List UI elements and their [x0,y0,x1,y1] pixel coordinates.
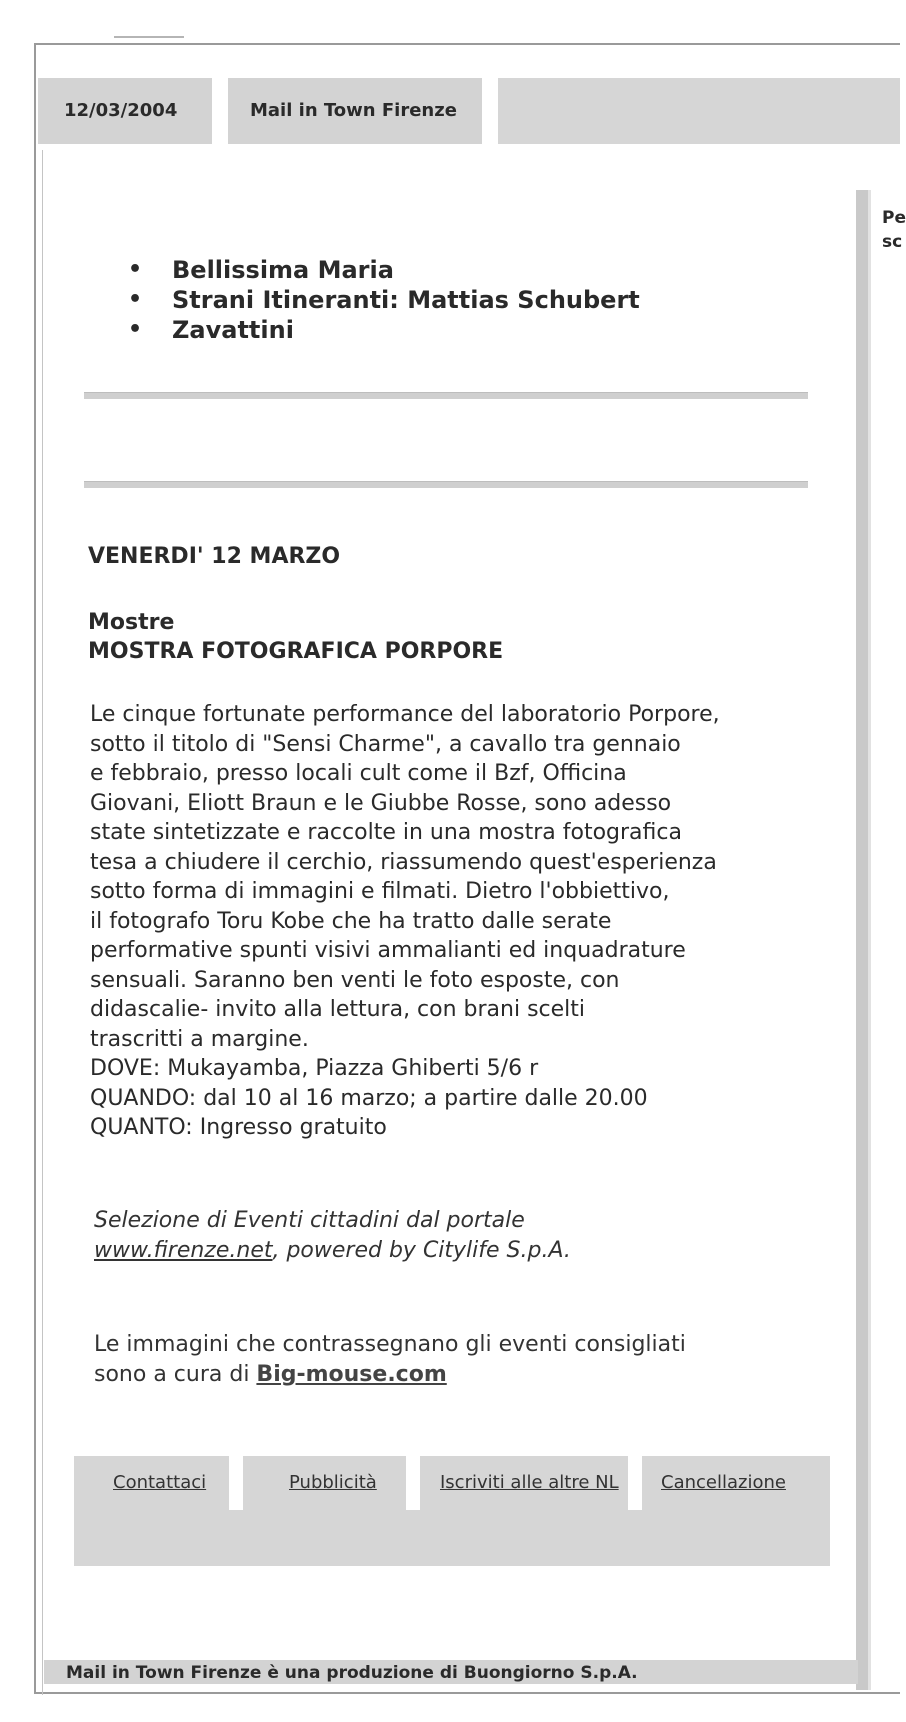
scan-mark [114,36,184,38]
frame-bottom-line [34,1692,900,1694]
event-when: QUANDO: dal 10 al 16 marzo; a partire dalle 20.00 [90,1085,648,1111]
description-line: tesa a chiudere il cerchio, riassumendo quest'esperienza [90,849,717,875]
images-note-prefix: sono a cura di [94,1362,257,1387]
unsubscribe-link[interactable]: Cancellazione [661,1472,786,1493]
description-line: Giovani, Eliott Braun e le Giubbe Rosse, sono adesso [90,790,672,816]
footer-credit: Mail in Town Firenze è una produzione di Buongiorno S.p.A. [66,1663,638,1683]
frame-top-line [34,43,900,45]
firenze-net-link[interactable]: www.firenze.net [94,1238,273,1263]
images-note-line: Le immagini che contrassegnano gli eventi consigliati [94,1332,686,1357]
contact-link[interactable]: Contattaci [113,1472,207,1493]
toc-item[interactable]: • Strani Itineranti: Mattias Schubert [122,285,640,315]
header-divider [482,78,498,144]
description-line: state sintetizzate e raccolte in una mostra fotografica [90,820,682,845]
event-category: Mostre [88,610,175,635]
description-line: il fotografo Toru Kobe che ha tratto dalle serate [90,908,612,934]
event-price: QUANTO: Ingresso gratuito [90,1115,387,1140]
description-line: performative spunti visivi ammalianti ed inquadrature [90,938,686,963]
separator [84,481,808,488]
toc-list [122,255,640,345]
footer-nav-divider [406,1456,420,1510]
description-line: e febbraio, presso locali cult come il Bzf, Officina [90,761,627,786]
advertising-link[interactable]: Pubblicità [289,1472,377,1493]
description-line: sotto il titolo di "Sensi Charme", a cavallo tra gennaio [90,731,681,757]
description-line: trascritti a margine. [90,1026,309,1052]
event-title: MOSTRA FOTOGRAFICA PORPORE [88,639,504,664]
subscribe-other-newsletters-link[interactable]: Iscriviti alle altre NL [440,1472,619,1493]
event-description [90,700,810,1143]
description-line: Le cinque fortunate performance del laboratorio Porpore, [90,702,720,727]
event-day-heading: VENERDI' 12 MARZO [88,544,341,569]
description-line: sotto forma di immagini e filmati. Dietro l'obbiettivo, [90,879,670,904]
header-title: Mail in Town Firenze [228,78,482,144]
big-mouse-link[interactable]: Big-mouse.com [256,1362,447,1387]
credit-line: Selezione di Eventi cittadini dal portale [94,1208,525,1233]
footer-nav-divider [628,1456,642,1510]
header-date: 12/03/2004 [40,78,212,144]
credit-line-rest: , powered by Citylife S.p.A. [272,1238,571,1263]
sidebar-text-clipped: Pe sc [882,208,906,252]
separator [84,392,808,399]
images-note [94,1330,686,1390]
frame-inner-left-line [42,150,43,1695]
sidebar-rule [856,190,868,1690]
event-where: DOVE: Mukayamba, Piazza Ghiberti 5/6 r [90,1056,539,1081]
sidebar-rule-edge [868,190,871,1690]
frame-left-line [34,43,36,1693]
event-header [88,608,503,666]
description-line: sensuali. Saranno ben venti le foto esposte, con [90,967,620,993]
toc-item[interactable]: • Zavattini [122,315,640,345]
description-line: didascalie- invito alla lettura, con brani scelti [90,997,586,1022]
header-divider [212,78,228,144]
footer-nav-divider [229,1456,243,1510]
source-credit [94,1206,571,1266]
toc-item[interactable]: • Bellissima Maria [122,255,640,285]
